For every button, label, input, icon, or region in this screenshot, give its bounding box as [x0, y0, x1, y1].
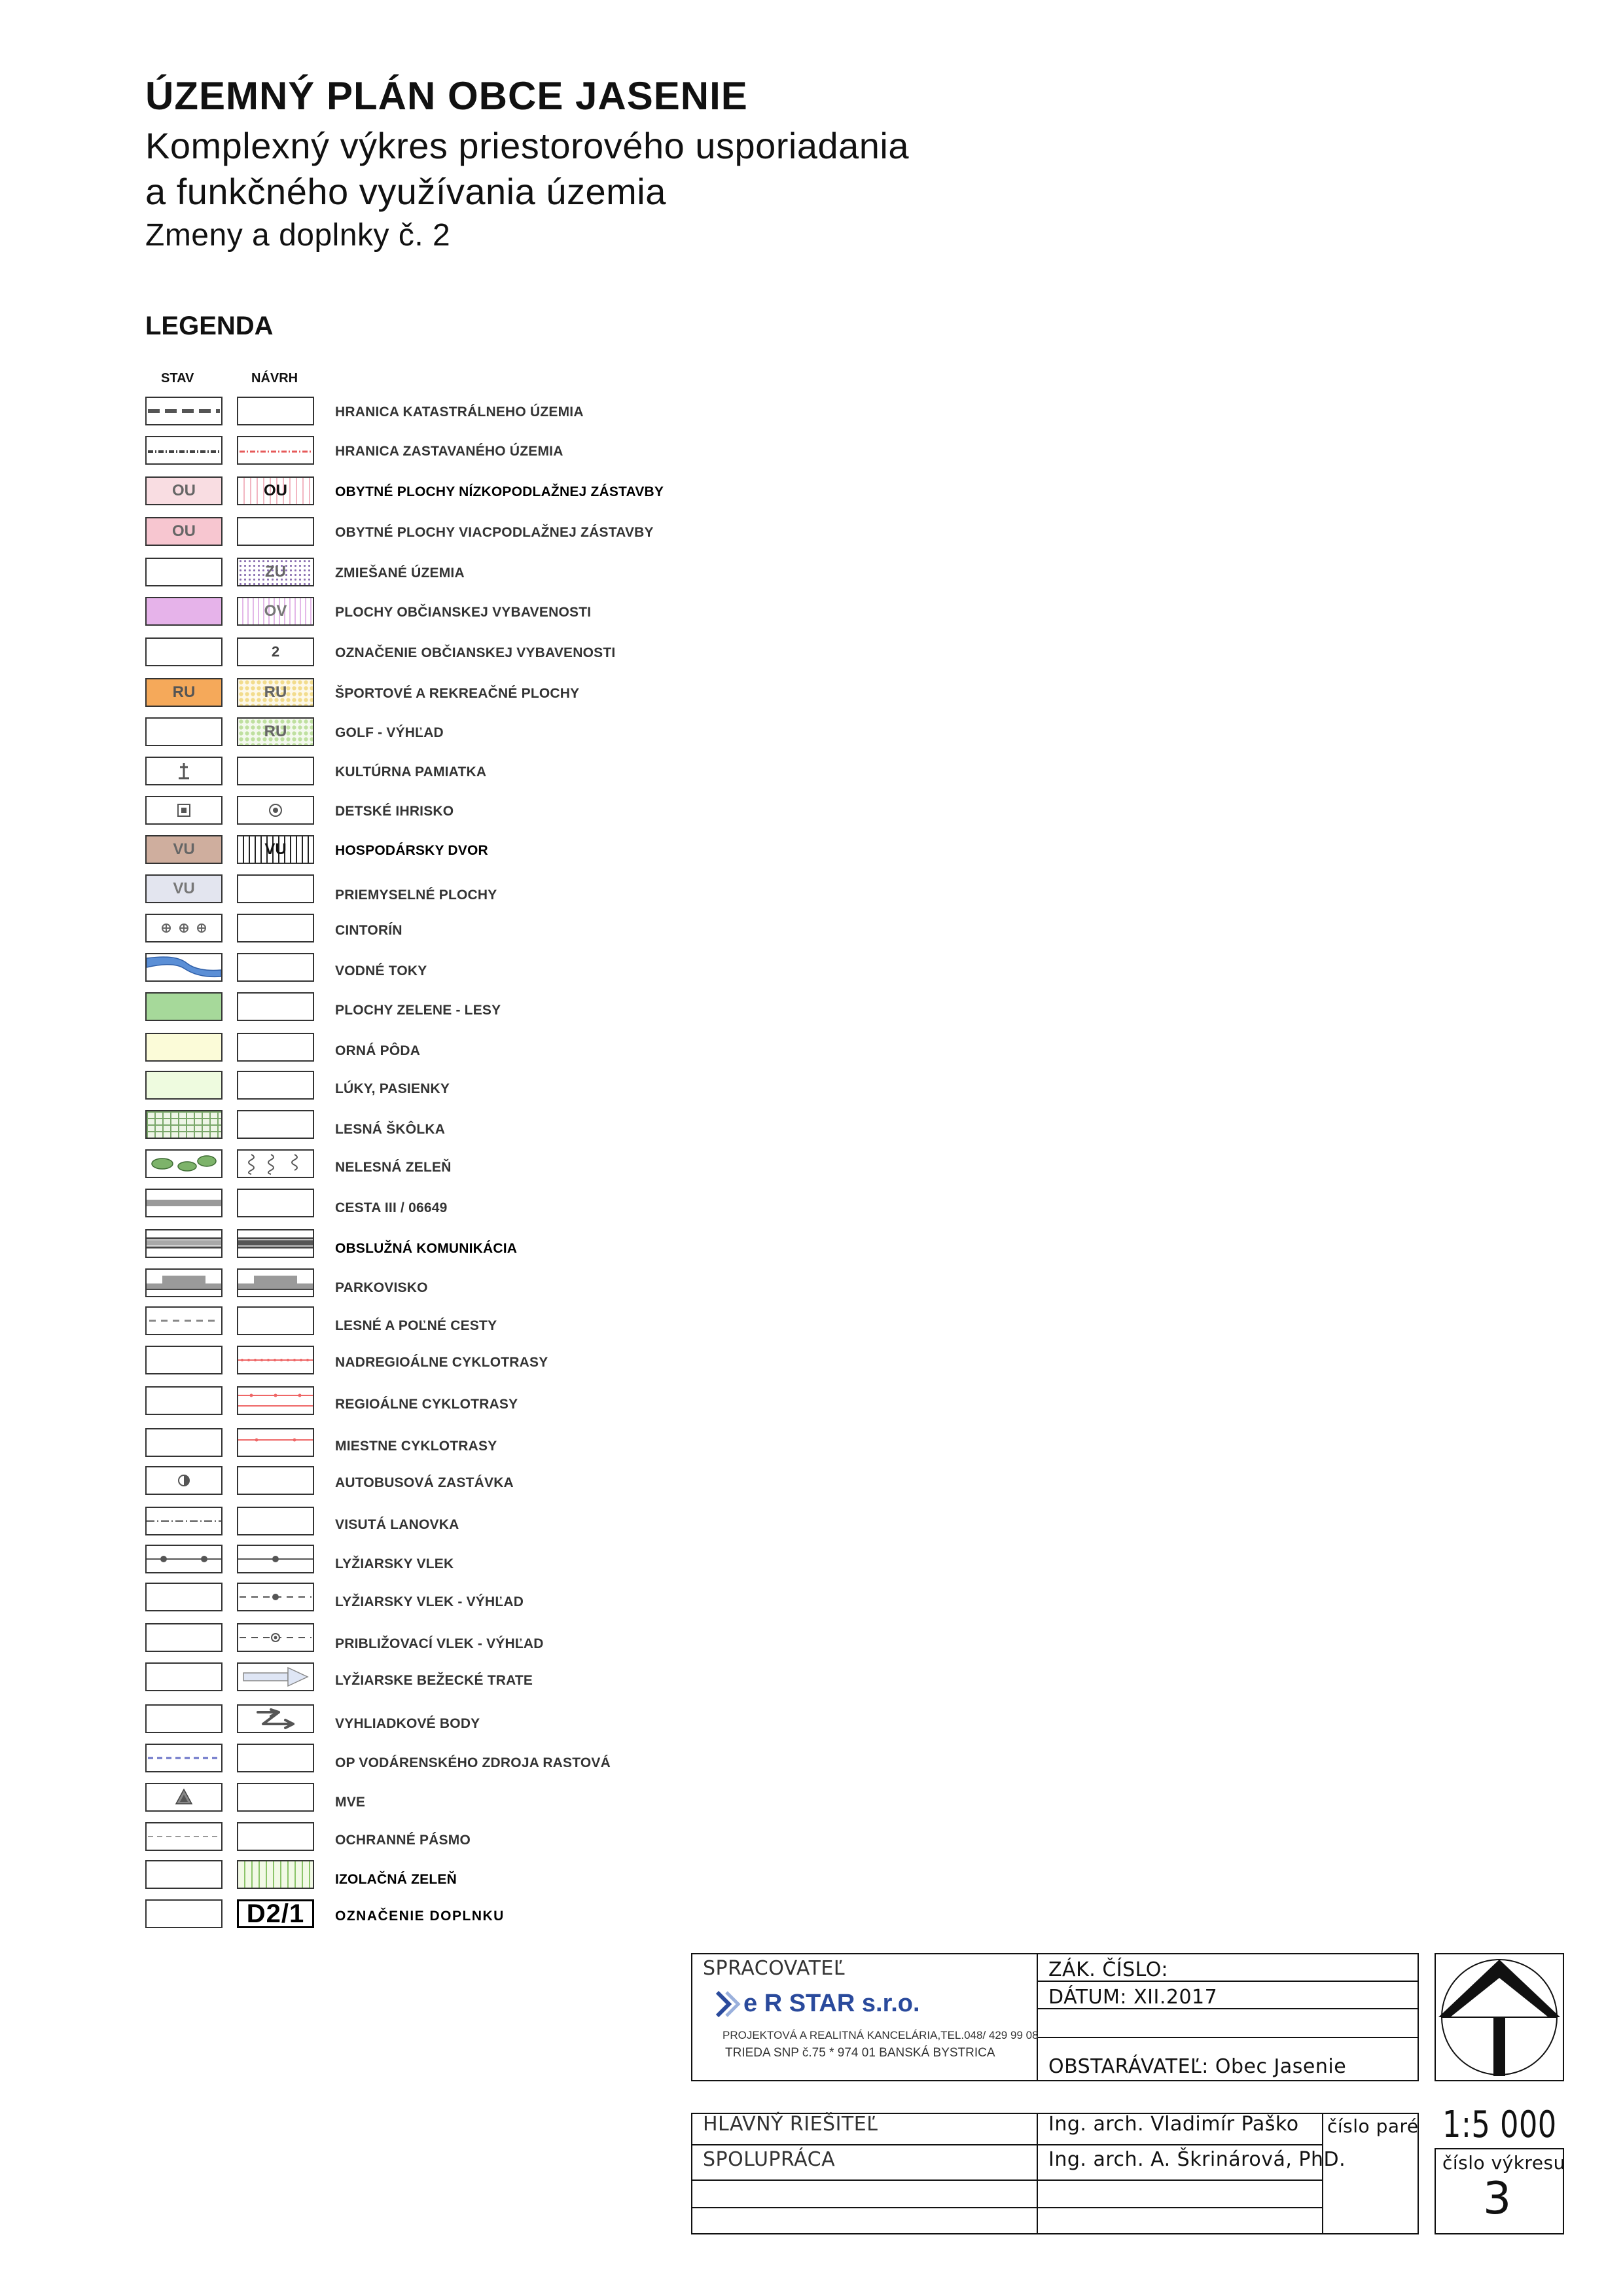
- legend-row: [0, 1662, 720, 1696]
- legend-swatch-navrh: [237, 1346, 314, 1374]
- legend-row: [0, 436, 720, 470]
- legend-label: OBYTNÉ PLOCHY VIACPODLAŽNEJ ZÁSTAVBY: [335, 525, 654, 540]
- legend-row: [0, 1428, 720, 1462]
- legend-swatch-stav: [145, 1229, 223, 1258]
- legend-swatch-stav: [145, 1822, 223, 1851]
- legend-row: [0, 1860, 720, 1894]
- zak-cislo: ZÁK. ČÍSLO:: [1048, 1958, 1168, 1981]
- legend-swatch-navrh: [237, 1428, 314, 1457]
- legend-label: CINTORÍN: [335, 923, 402, 938]
- legend-swatch-stav: [145, 1033, 223, 1062]
- legend-label: PRIEMYSELNÉ PLOCHY: [335, 888, 497, 903]
- legend-swatch-navrh: [237, 1306, 314, 1335]
- legend-swatch-stav: OU: [145, 517, 223, 546]
- legend-label: CESTA III / 06649: [335, 1200, 448, 1215]
- legend-swatch-stav: [145, 1306, 223, 1335]
- obstaravatel: OBSTARÁVATEĽ: Obec Jasenie: [1048, 2055, 1347, 2078]
- company-line-2: TRIEDA SNP č.75 * 974 01 BANSKÁ BYSTRICA: [725, 2046, 995, 2060]
- legend-label: HOSPODÁRSKY DVOR: [335, 843, 488, 858]
- legend-row: [0, 1704, 720, 1738]
- legend-row: [0, 1507, 720, 1541]
- legend-row: [0, 953, 720, 987]
- legend-swatch-stav: VU: [145, 874, 223, 903]
- legend-swatch-navrh: ZU: [237, 558, 314, 586]
- legend-swatch-stav: [145, 1110, 223, 1139]
- legend-label: OZNAČENIE OBČIANSKEJ VYBAVENOSTI: [335, 645, 616, 660]
- legend-label: PLOCHY ZELENE - LESY: [335, 1003, 501, 1018]
- shrubs-proposed-icon: [238, 1151, 313, 1177]
- legend-row: [0, 1033, 720, 1067]
- legend-swatch-stav: [145, 717, 223, 746]
- legend-swatch-stav: [145, 597, 223, 626]
- legend-row: [0, 1583, 720, 1617]
- legend-row: [0, 1744, 720, 1778]
- hydro-plant-icon: [147, 1784, 221, 1810]
- legend-swatch-navrh: [237, 914, 314, 942]
- legend-swatch-navrh: [237, 1189, 314, 1217]
- legend-label: LYŽIARSKY VLEK: [335, 1556, 454, 1571]
- legend-label: PARKOVISKO: [335, 1280, 428, 1295]
- cross-icon: [147, 915, 221, 941]
- legend-row: [0, 1268, 720, 1302]
- legend-swatch-navrh: [237, 992, 314, 1021]
- legend-swatch-stav: [145, 1507, 223, 1535]
- legend-swatch-navrh: [237, 1149, 314, 1178]
- legend-swatch-navrh: [237, 1662, 314, 1691]
- legend-swatch-navrh: OU: [237, 476, 314, 505]
- legend-col-stav: STAV: [161, 371, 194, 386]
- legend-row: [0, 796, 720, 830]
- legend-label: GOLF - VÝHĽAD: [335, 725, 444, 740]
- legend-row: [0, 1189, 720, 1223]
- legend-label: OBSLUŽNÁ KOMUNIKÁCIA: [335, 1241, 518, 1256]
- viewpoint-icon: [238, 1706, 313, 1732]
- legend-swatch-navrh: [237, 517, 314, 546]
- legend-row: [0, 757, 720, 791]
- legend-label: PLOCHY OBČIANSKEJ VYBAVENOSTI: [335, 605, 592, 620]
- legend-swatch-navrh: [237, 1229, 314, 1258]
- legend-swatch-navrh: [237, 397, 314, 425]
- legend-swatch-stav: [145, 796, 223, 825]
- legend-swatch-stav: [145, 953, 223, 982]
- legend-swatch-stav: [145, 1583, 223, 1611]
- legend-row: [0, 1466, 720, 1500]
- legend-label: ZMIEŠANÉ ÚZEMIA: [335, 565, 465, 581]
- company-line-1: PROJEKTOVÁ A REALITNÁ KANCELÁRIA,TEL.048/ 429 99 08: [722, 2029, 1039, 2041]
- legend-swatch-stav: [145, 1346, 223, 1374]
- legend-row: [0, 1783, 720, 1817]
- legend-swatch-navrh: RU: [237, 678, 314, 707]
- legend-swatch-navrh: D2/1: [237, 1899, 314, 1928]
- bus-stop-icon: [147, 1467, 221, 1494]
- legend-row: [0, 678, 720, 712]
- legend-row: [0, 397, 720, 431]
- spracovatel-label: SPRACOVATEĽ: [703, 1957, 846, 1980]
- legend-row: [0, 1071, 720, 1105]
- legend-label: VYHLIADKOVÉ BODY: [335, 1716, 480, 1731]
- legend-swatch-navrh: VU: [237, 835, 314, 864]
- legend-row: [0, 558, 720, 592]
- legend-label: ORNÁ PÔDA: [335, 1043, 421, 1058]
- legend-swatch-navrh: [237, 1033, 314, 1062]
- legend-label: HRANICA KATASTRÁLNEHO ÚZEMIA: [335, 404, 584, 420]
- legend-swatch-navrh: [237, 1110, 314, 1139]
- legend-row: [0, 1149, 720, 1183]
- spolupraca: Ing. arch. A. Škrinárová, PhD.: [1048, 2148, 1346, 2171]
- cislo-vykresu: 3: [1483, 2173, 1512, 2225]
- legend-swatch-stav: [145, 1466, 223, 1495]
- legend-row: [0, 637, 720, 672]
- cislo-pare: číslo paré: [1327, 2115, 1419, 2137]
- plan-subtitle-1: Komplexný výkres priestorového usporiadania: [145, 125, 909, 166]
- legend-swatch-navrh: [237, 1860, 314, 1889]
- divider: [691, 2207, 1322, 2208]
- legend-swatch-stav: [145, 1662, 223, 1691]
- legend-row: [0, 476, 720, 511]
- plan-subtitle-2: a funkčného využívania územia: [145, 171, 666, 212]
- legend-label: VODNÉ TOKY: [335, 963, 427, 978]
- legend-row: [0, 1346, 720, 1380]
- legend-swatch-navrh: [237, 436, 314, 465]
- legend-label: LESNÉ A POĽNÉ CESTY: [335, 1318, 497, 1333]
- legend-row: [0, 597, 720, 631]
- legend-title: LEGENDA: [145, 312, 274, 340]
- cross-country-arrow-icon: [238, 1664, 313, 1690]
- legend-swatch-navrh: [237, 1583, 314, 1611]
- playground-existing-icon: [147, 797, 221, 823]
- monument-icon: [147, 758, 221, 784]
- plan-title: ÚZEMNÝ PLÁN OBCE JASENIE: [145, 74, 748, 118]
- legend-swatch-stav: [145, 397, 223, 425]
- legend-swatch-navrh: [237, 1268, 314, 1297]
- legend-label: OBYTNÉ PLOCHY NÍZKOPODLAŽNEJ ZÁSTAVBY: [335, 484, 664, 499]
- legend-swatch-stav: [145, 1149, 223, 1178]
- legend-label: ŠPORTOVÉ A REKREAČNÉ PLOCHY: [335, 686, 580, 701]
- legend-row: [0, 914, 720, 948]
- legend-row: [0, 1623, 720, 1657]
- north-arrow-box: [1435, 1953, 1564, 2081]
- divider: [691, 2179, 1322, 2181]
- legend-swatch-stav: VU: [145, 835, 223, 864]
- divider: [1037, 2037, 1419, 2038]
- legend-swatch-navrh: [237, 796, 314, 825]
- legend-label: LESNÁ ŠKÔLKA: [335, 1122, 446, 1137]
- legend-swatch-navrh: [237, 1704, 314, 1733]
- legend-row: [0, 1386, 720, 1420]
- legend-swatch-stav: [145, 637, 223, 666]
- divider: [691, 2144, 1322, 2145]
- legend-swatch-navrh: 2: [237, 637, 314, 666]
- legend-row: [0, 1899, 720, 1933]
- legend-swatch-stav: [145, 1386, 223, 1415]
- legend-swatch-navrh: [237, 757, 314, 785]
- legend-row: [0, 1110, 720, 1144]
- legend-swatch-stav: OU: [145, 476, 223, 505]
- legend-label: LYŽIARSKE BEŽECKÉ TRATE: [335, 1673, 533, 1688]
- legend-label: IZOLAČNÁ ZELEŇ: [335, 1872, 457, 1887]
- legend-swatch-stav: [145, 1428, 223, 1457]
- legend-row: [0, 1545, 720, 1579]
- legend-swatch-stav: [145, 1189, 223, 1217]
- legend-swatch-stav: [145, 1860, 223, 1889]
- legend-row: [0, 517, 720, 551]
- legend-row: [0, 1822, 720, 1856]
- legend-swatch-navrh: [237, 1623, 314, 1652]
- legend-swatch-stav: [145, 1071, 223, 1100]
- legend-label: HRANICA ZASTAVANÉHO ÚZEMIA: [335, 444, 563, 459]
- legend-row: [0, 1306, 720, 1340]
- legend-swatch-stav: [145, 1744, 223, 1772]
- legend-swatch-navrh: [237, 953, 314, 982]
- legend-swatch-stav: [145, 1268, 223, 1297]
- legend-swatch-navrh: [237, 1744, 314, 1772]
- legend-swatch-stav: [145, 757, 223, 785]
- legend-label: PRIBLIŽOVACÍ VLEK - VÝHĽAD: [335, 1636, 544, 1651]
- scale: 1:5 000: [1442, 2104, 1557, 2146]
- legend-label: LYŽIARSKY VLEK - VÝHĽAD: [335, 1594, 524, 1609]
- legend-label: OP VODÁRENSKÉHO ZDROJA RASTOVÁ: [335, 1755, 611, 1770]
- legend-swatch-stav: [145, 1899, 223, 1928]
- legend-label: LÚKY, PASIENKY: [335, 1081, 450, 1096]
- legend-swatch-stav: [145, 914, 223, 942]
- divider: [1037, 2113, 1038, 2234]
- divider: [1037, 1953, 1038, 2081]
- legend-row: [0, 1229, 720, 1263]
- legend-swatch-stav: RU: [145, 678, 223, 707]
- plan-subtitle-3: Zmeny a doplnky č. 2: [145, 218, 451, 253]
- shrubs-existing-icon: [147, 1151, 221, 1177]
- legend-swatch-stav: [145, 992, 223, 1021]
- north-arrow-icon: [1436, 1954, 1563, 2080]
- legend-swatch-navrh: [237, 1071, 314, 1100]
- legend-swatch-navrh: RU: [237, 717, 314, 746]
- legend-label: NADREGIOÁLNE CYKLOTRASY: [335, 1355, 548, 1370]
- legend-swatch-stav: [145, 1623, 223, 1652]
- legend-label: AUTOBUSOVÁ ZASTÁVKA: [335, 1475, 514, 1490]
- legend-label: OZNAČENIE DOPLNKU: [335, 1909, 505, 1924]
- legend-label: VISUTÁ LANOVKA: [335, 1517, 459, 1532]
- legend-swatch-navrh: OV: [237, 597, 314, 626]
- legend-swatch-stav: [145, 558, 223, 586]
- hlavny-riesitel-label: HLAVNÝ RIEŠITEĽ: [703, 2113, 878, 2136]
- legend-swatch-navrh: [237, 874, 314, 903]
- legend-row: [0, 717, 720, 751]
- legend-swatch-navrh: [237, 1466, 314, 1495]
- cislo-vykresu-label: číslo výkresu: [1442, 2152, 1565, 2174]
- legend-row: [0, 835, 720, 869]
- legend-swatch-navrh: [237, 1507, 314, 1535]
- datum: DÁTUM: XII.2017: [1048, 1986, 1218, 2009]
- legend-row: [0, 992, 720, 1026]
- legend-swatch-navrh: [237, 1822, 314, 1851]
- legend-label: MVE: [335, 1795, 366, 1810]
- hlavny-riesitel: Ing. arch. Vladimír Paško: [1048, 2113, 1299, 2136]
- playground-proposed-icon: [238, 797, 313, 823]
- legend-row: [0, 874, 720, 908]
- legend-swatch-stav: [145, 1704, 223, 1733]
- divider: [1322, 2113, 1323, 2234]
- legend-label: DETSKÉ IHRISKO: [335, 804, 454, 819]
- legend-swatch-stav: [145, 1545, 223, 1573]
- legend-label: KULTÚRNA PAMIATKA: [335, 764, 487, 780]
- legend-label: MIESTNE CYKLOTRASY: [335, 1439, 497, 1454]
- legend-label: REGIOÁLNE CYKLOTRASY: [335, 1397, 518, 1412]
- river-icon: [147, 954, 221, 980]
- legend-swatch-stav: [145, 436, 223, 465]
- legend-col-navrh: NÁVRH: [251, 371, 298, 386]
- legend-swatch-navrh: [237, 1545, 314, 1573]
- legend-label: NELESNÁ ZELEŇ: [335, 1160, 452, 1175]
- legend-swatch-stav: [145, 1783, 223, 1812]
- legend-swatch-navrh: [237, 1386, 314, 1415]
- spolupraca-label: SPOLUPRÁCA: [703, 2148, 836, 2171]
- legend-swatch-navrh: [237, 1783, 314, 1812]
- legend-label: OCHRANNÉ PÁSMO: [335, 1833, 471, 1848]
